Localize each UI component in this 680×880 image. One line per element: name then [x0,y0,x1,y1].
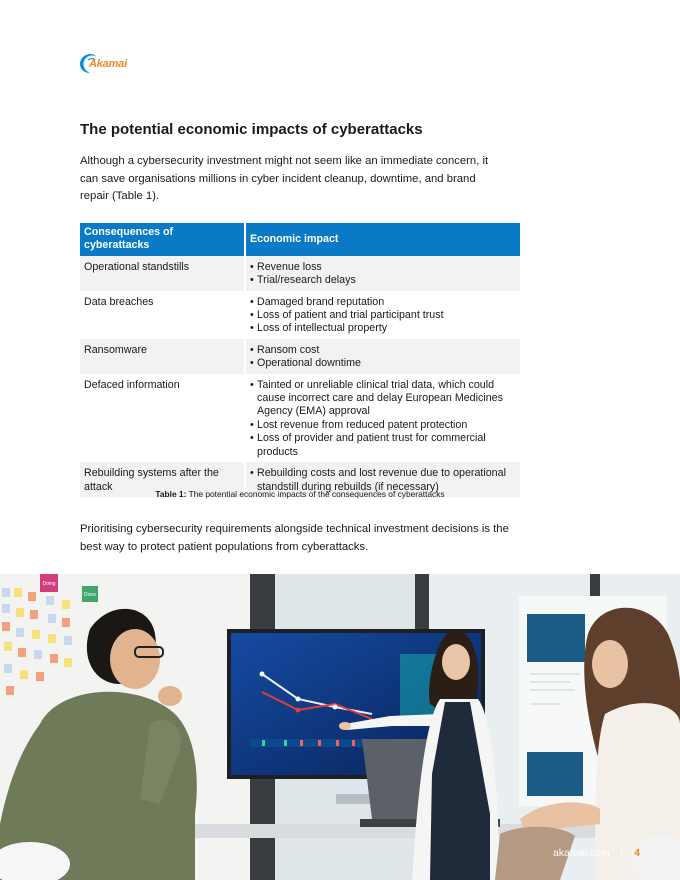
footer-site-link[interactable]: akamai.com [552,847,610,859]
sticky-label-doing: Doing [42,581,56,587]
list-item: • Loss of intellectual property [250,322,516,335]
page-footer [553,847,640,859]
list-item: • Trial/research delays [250,274,516,287]
header-consequences: Consequences of cyberattacks [80,223,245,256]
table-caption [80,489,520,499]
impacts-table [80,223,520,497]
header-economic-impact: Economic impact [245,223,520,256]
caption-text: The potential economic impacts of the consequences of cyberattacks [188,489,445,499]
office-meeting-photo [0,574,680,880]
footer-separator: | [620,847,624,859]
list-item: • Lost revenue from reduced patent protection [250,419,516,432]
list-item: • Loss of provider and patient trust for commercial products [250,432,516,459]
impact-cell [245,291,520,339]
consequence-cell: Data breaches [80,291,245,339]
list-item: • Damaged brand reputation [250,296,516,309]
consequence-cell: Rebuilding systems after the attack [80,462,245,497]
impact-list [250,344,516,371]
impact-cell [245,256,520,291]
impact-cell [245,374,520,462]
consequence-cell: Ransomware [80,339,245,374]
table-row [80,374,520,462]
list-item: • Rebuilding costs and lost revenue due to operational standstill during rebuilds (if necessary) [250,467,516,494]
meeting-illustration [0,574,680,880]
table-header-row [80,223,520,256]
list-item: • Loss of patient and trial participant trust [250,309,516,322]
caption-label: Table 1: [155,489,187,499]
section-heading: The potential economic impacts of cyberattacks [80,121,423,138]
page-number: 4 [634,847,640,859]
table-row [80,339,520,374]
list-item: • Tainted or unreliable clinical trial data, which could cause incorrect care and delay European Medicines Agency (EMA) approval [250,379,516,419]
list-item: • Revenue loss [250,261,516,274]
table-row [80,291,520,339]
list-item: • Ransom cost [250,344,516,357]
impact-list [250,261,516,288]
closing-paragraph: Prioritising cybersecurity requirements alongside technical investment decisions is the best way to protect patient populations from cyberattacks. [80,523,509,553]
sticky-label-done: Done [84,592,96,598]
impact-list [250,296,516,336]
impact-cell [245,339,520,374]
akamai-logo [79,51,139,75]
list-item: • Operational downtime [250,357,516,370]
intro-paragraph: Although a cybersecurity investment might not seem like an immediate concern, it can save organisations millions in cyber incident cleanup, downtime, and brand repair (Table 1). [80,155,489,202]
consequence-cell: Operational standstills [80,256,245,291]
table-row [80,256,520,291]
impact-list [250,379,516,459]
akamai-wordmark: Akamai [89,58,127,70]
consequence-cell: Defaced information [80,374,245,462]
